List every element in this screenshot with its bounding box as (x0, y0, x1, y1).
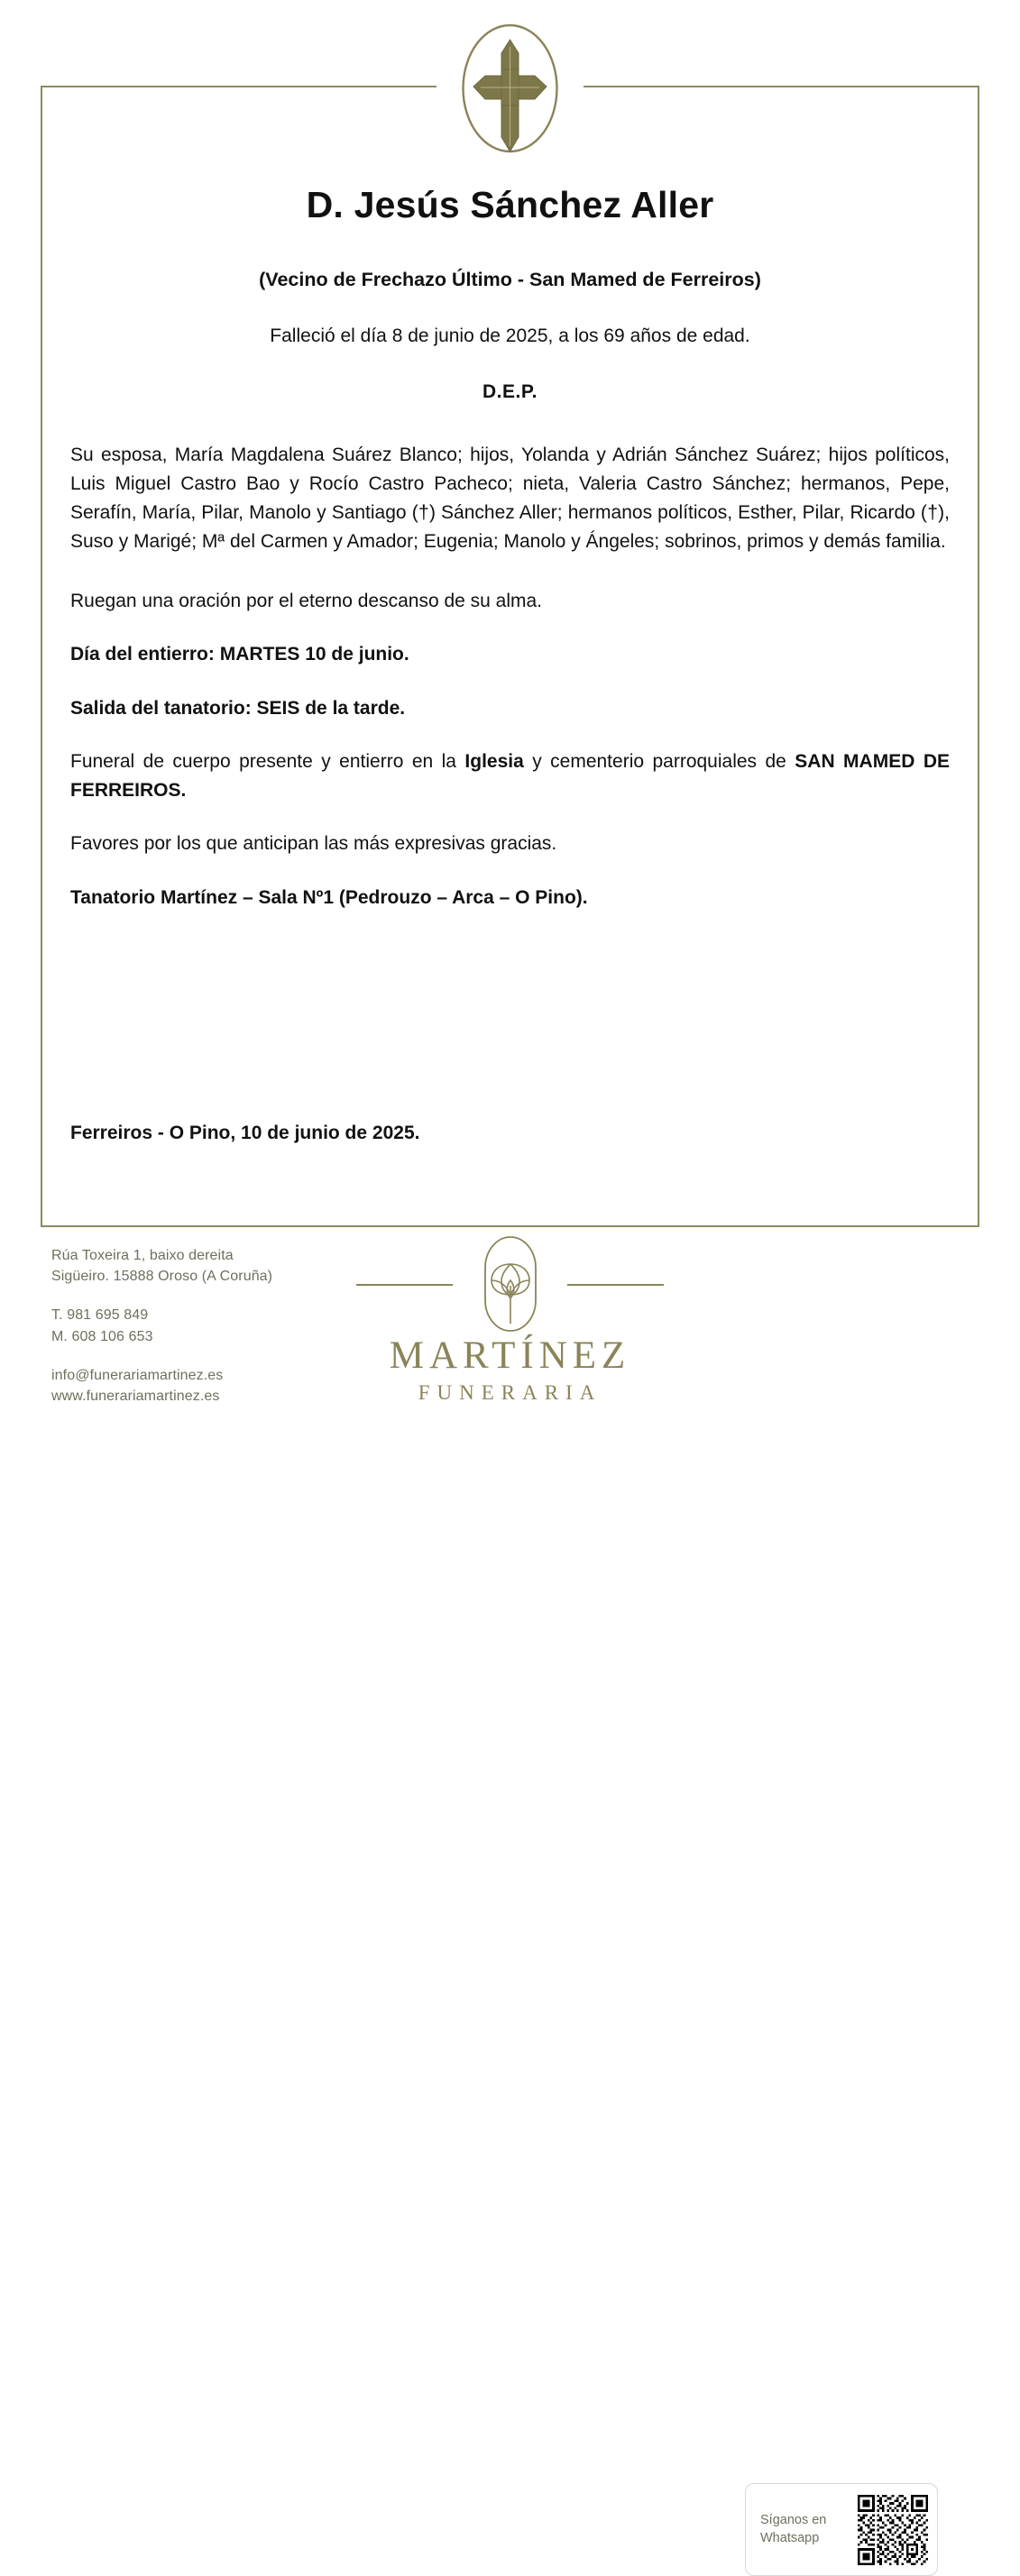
footer-web-group (51, 1365, 272, 1407)
whatsapp-label (755, 2512, 858, 2547)
funeral-parish-name: SAN MAMED DE FERREIROS. (70, 751, 950, 801)
family-list-paragraph: Su esposa, María Magdalena Suárez Blanco; hijos, Yolanda y Adrián Sánchez Suárez; hijos políticos, Luis Miguel Castro Bao y Rocío Castro Pacheco; nieta, Valeria Castro Sánchez; hermanos, Pepe, Serafín, María, Pilar, Manolo y Santiago (†) Sánchez Aller; hermanos políticos, Esther, Pilar, Ricardo (†), Suso y Marigé; Mª del Carmen y Amador; Eugenia; Manolo y Ángeles; sobrinos, primos y demás familia. (70, 445, 950, 552)
death-date-line: Falleció el día 8 de junio de 2025, a los 69 años de edad. (270, 325, 750, 347)
brand-logo (350, 1233, 670, 1403)
whatsapp-label-line-1: Síganos en (760, 2512, 827, 2527)
brand-subtitle: FUNERARIA (418, 1381, 602, 1404)
whatsapp-qr-card[interactable] (745, 2483, 938, 2576)
thanks-line: Favores por los que anticipan las más expresivas gracias. (70, 833, 557, 855)
email-address[interactable]: info@funerariamartinez.es (51, 1367, 224, 1383)
notice-body (70, 184, 950, 1143)
website-url[interactable]: www.funerariamartinez.es (51, 1388, 220, 1404)
footer (0, 1227, 1020, 2545)
footer-phone-group (51, 1305, 272, 1346)
closing-date-line: Ferreiros - O Pino, 10 de junio de 2025. (70, 1123, 420, 1143)
phone-landline[interactable]: T. 981 695 849 (51, 1307, 149, 1324)
tanatorio-line: Tanatorio Martínez – Sala Nº1 (Pedrouzo – Arca – O Pino). (70, 886, 588, 908)
latin-cross-in-oval-icon (445, 20, 575, 157)
qr-code-icon (858, 2495, 928, 2565)
departure-time-line: Salida del tanatorio: SEIS de la tarde. (70, 697, 406, 719)
deceased-name: D. Jesús Sánchez Aller (306, 184, 714, 225)
residence-line: (Vecino de Frechazo Último - San Mamed de Ferreiros) (259, 269, 761, 291)
funeral-prefix-text: Funeral de cuerpo presente y entierro en la (70, 751, 465, 773)
footer-contact-block (51, 1245, 272, 1407)
dep-line: D.E.P. (482, 381, 538, 403)
funeral-location-paragraph (70, 747, 950, 804)
address-line-1: Rúa Toxeira 1, baixo dereita (51, 1248, 234, 1263)
footer-address-group (51, 1245, 272, 1287)
brand-name: MARTÍNEZ (389, 1334, 631, 1377)
address-line-2: Sigüeiro. 15888 Oroso (A Coruña) (51, 1269, 273, 1285)
prayer-line: Ruegan una oración por el eterno descanso de su alma. (70, 590, 543, 611)
whatsapp-label-line-2: Whatsapp (760, 2530, 820, 2545)
flower-emblem-icon (467, 1233, 554, 1334)
funeral-middle-text: y cementerio parroquiales de (523, 751, 795, 773)
funeral-church-word: Iglesia (464, 751, 524, 773)
phone-mobile[interactable]: M. 608 106 653 (51, 1328, 153, 1344)
burial-day-line: Día del entierro: MARTES 10 de junio. (70, 644, 409, 665)
